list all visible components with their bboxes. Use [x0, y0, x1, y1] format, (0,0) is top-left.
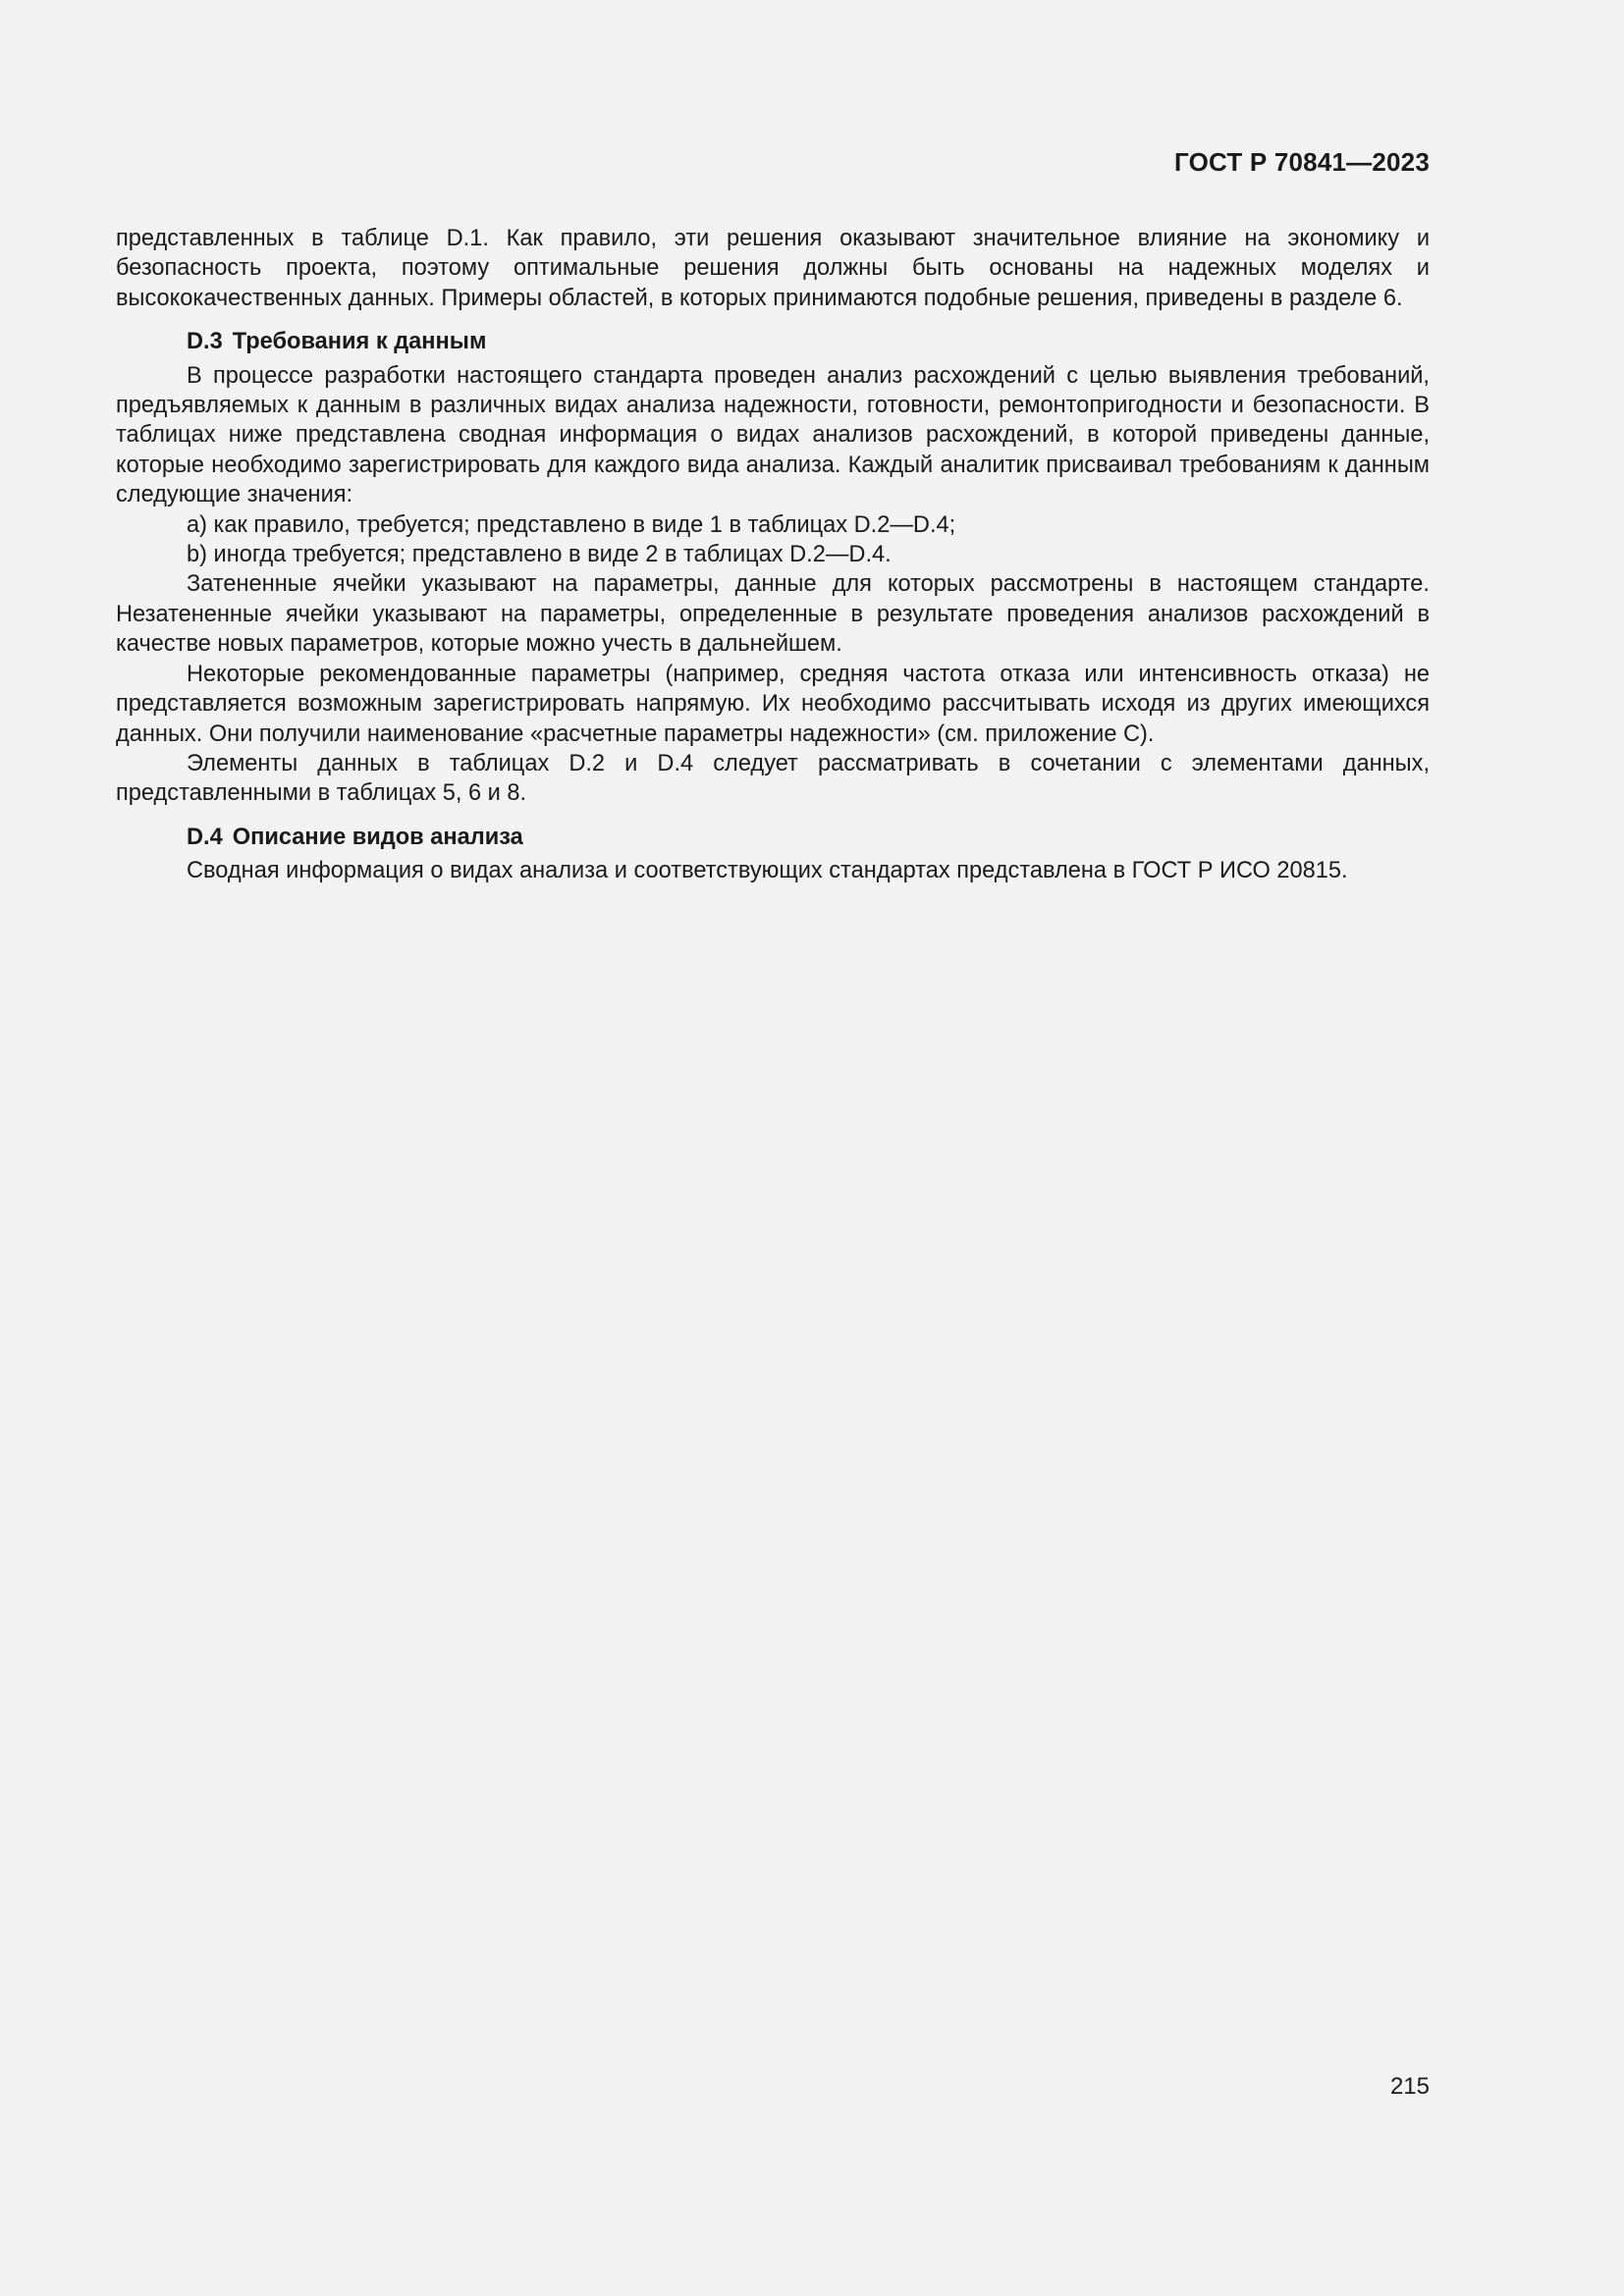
- section-d3-paragraph-4: Элементы данных в таблицах D.2 и D.4 следует рассматривать в сочетании с элементами данных, представленными в таблицах 5, 6 и 8.: [116, 750, 1430, 807]
- intro-paragraph: представленных в таблице D.1. Как правило, эти решения оказывают значительное влияние на экономику и безопасность проекта, поэтому оптимальные решения должны быть основаны на надежных моделях и высококачественных данных. Примеры областей, в которых принимаются подобные решения, приведены в разделе 6.: [116, 226, 1430, 311]
- section-d4-number: D.4: [187, 824, 223, 850]
- section-d3-title: Требования к данным: [232, 329, 487, 355]
- section-d3-paragraph-2: Затененные ячейки указывают на параметры, данные для которых рассмотрены в настоящем стандарте. Незатененные ячейки указывают на параметры, определенные в результате проведения анализов расхождений в качестве новых параметров, которые можно учесть в дальнейшем.: [116, 571, 1430, 658]
- section-d4-heading: [116, 823, 1430, 852]
- section-d3-heading: [116, 327, 1430, 356]
- section-d3-number: D.3: [187, 329, 223, 355]
- list-item-b: b) иногда требуется; представлено в виде 2 в таблицах D.2—D.4.: [187, 542, 892, 568]
- section-d4-paragraph-1: Сводная информация о видах анализа и соответствующих стандартах представлена в ГОСТ Р ИСО 20815.: [187, 858, 1348, 884]
- page-content: [116, 224, 1430, 886]
- document-code-header: ГОСТ Р 70841—2023: [1174, 147, 1430, 177]
- section-d3-paragraph-1: В процессе разработки настоящего стандарта проведен анализ расхождений с целью выявления требований, предъявляемых к данным в различных видах анализа надежности, готовности, ремонтопригодности и безопасности. В таблицах ниже представлена сводная информация о видах анализов расхождений, в которой приведены данные, которые необходимо зарегистрировать для каждого вида анализа. Каждый аналитик присваивал требованиям к данным следующие значения:: [116, 362, 1430, 508]
- section-d3-paragraph-3: Некоторые рекомендованные параметры (например, средняя частота отказа или интенсивность отказа) не представляется возможным зарегистрировать напрямую. Их необходимо рассчитывать исходя из других имеющихся данных. Они получили наименование «расчетные параметры надежности» (см. приложение С).: [116, 661, 1430, 747]
- section-d4-title: Описание видов анализа: [232, 824, 523, 850]
- page-number: 215: [1389, 2073, 1430, 2100]
- list-item-a: a) как правило, требуется; представлено в виде 1 в таблицах D.2—D.4;: [187, 511, 956, 538]
